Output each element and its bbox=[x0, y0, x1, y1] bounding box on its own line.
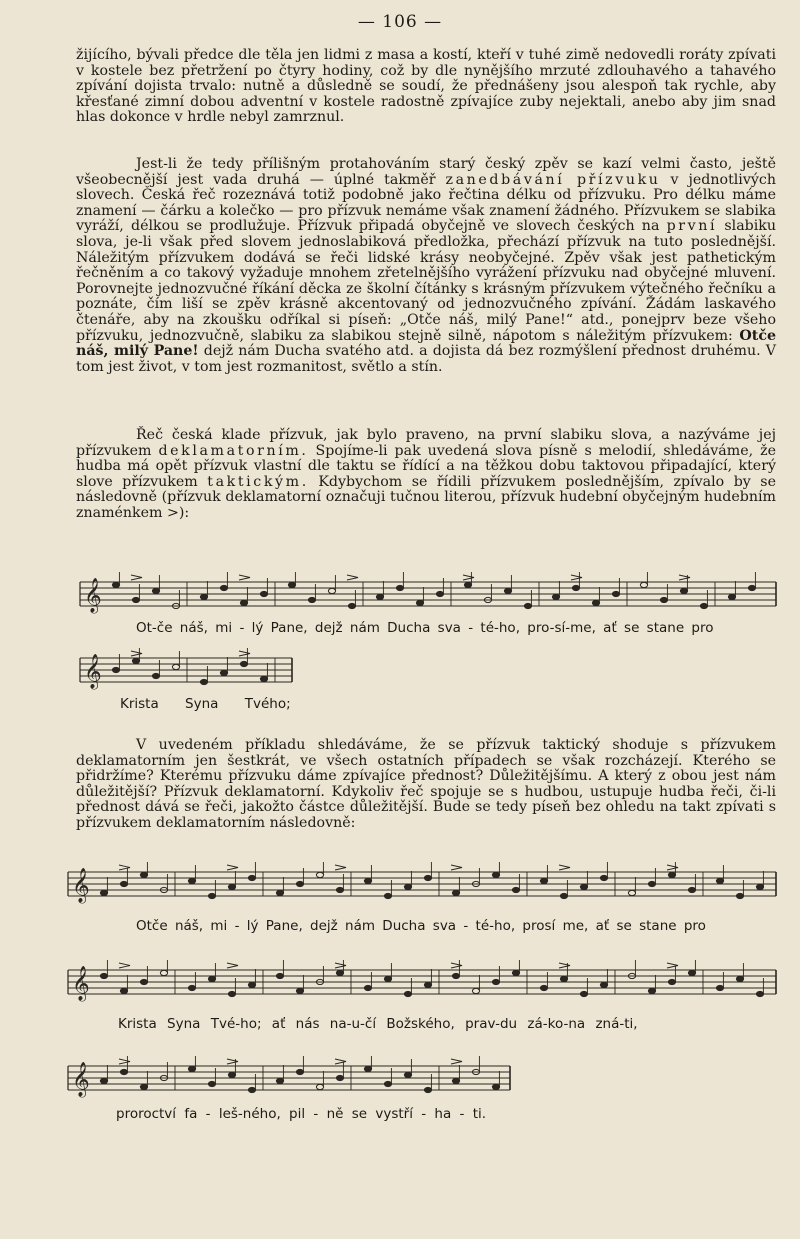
p3-part-b: Spojíme-li pak uvedená slova písně s melodií, shledáváme, že hudba má opět přízvuk vlastní dle taktu se řídící a na těžkou dobu taktovou připadající, který slove přízvukem bbox=[76, 442, 776, 490]
lyrics-line: proroctví fa - leš-ného, pil - ně se vystří - ha - ti. bbox=[116, 1106, 487, 1122]
p3-part-a: Řeč česká klade přízvuk, jak bylo praveno, na první slabiku slova, a nazýváme jej přízvukem bbox=[76, 427, 776, 459]
p2-part-a: Jest-li že tedy přílišným protahováním starý český zpěv se kazí velmi často, ještě všeobecnější jest vada druhá — úplné takměř bbox=[76, 156, 776, 188]
paragraph-1-text: žijícího, bývali předce dle těla jen lidmi z masa a kostí, kteří v tuhé zimě nedovedli roráty zpívati v kostele bez přetržení po čtyry hodiny, což by dle nynějšího mrzuté zdlouhavého a tahavého zpívání dojista trvalo: nutně a důsledně se soudí, že přednášeny jsou alespoň tak rychle, aby křesťané zimní dobou adventní v kostele radostně zpívajíce zuby nejektali, anebo aby jim snad hlas dokonce v hrdle nebyl zamrznul. bbox=[76, 47, 776, 126]
svg-text:𝄞: 𝄞 bbox=[84, 654, 102, 689]
p2-bold-phrase: Otče náš, milý Pane! bbox=[76, 327, 776, 360]
paragraph-3-text bbox=[76, 428, 776, 522]
music-example-1-line-1 bbox=[76, 572, 780, 642]
p2-part-d: dejž nám Ducha svatého atd. a dojista dá bez rozmýšlení přednost druhému. V tom jest život, v tom jest rozmanitost, světlo a stín. bbox=[76, 343, 776, 375]
lyrics-line: Otče náš, mi - lý Pane, dejž nám Ducha sva - té-ho, prosí me, ať se stane pro bbox=[136, 918, 706, 934]
svg-text:𝄞: 𝄞 bbox=[72, 868, 90, 903]
paragraph-2 bbox=[76, 157, 776, 375]
page-number: — 106 — bbox=[357, 12, 443, 32]
paragraph-4-text: V uvedeném příkladu shledáváme, že se přízvuk taktický shoduje s přízvukem deklamatorním jen šestkrát, ve všech ostatních případech se však rozcházejí. Kterého se přidržíme? Kterému přízvuku dáme zpívajíce přednost? Důležitějšímu. A který z obou jest nám důležitější? Přízvuk deklamatorní. Kdykoliv řeč spojuje se s hudbou, ustupuje hudba řeči, či-li přednost dává se řeči, jakožto částce důležitější. Bude se tedy píseň bez ohledu na takt zpívati s přízvukem deklamatorním následovně: bbox=[76, 737, 776, 831]
music-example-2-line-3 bbox=[64, 1056, 514, 1132]
music-staff bbox=[76, 572, 780, 616]
p2-part-b: v jednotlivých slovech. Česká řeč rozeznává totiž podobně jako řečtina délku od přízvuku. Pro délku máme znamení — čárku a kolečko — pro přízvuk nemáme však znamení žádného. Přízvukem se slabika vyráží, délkou se prodlužuje. Přízvuk připadá obyčejně ve slovech českých na bbox=[76, 171, 776, 235]
p2-part-c: slabiku slova, je-li však před slovem jednoslabiková předložka, přechází přízvuk na tuto poslednější. Náležitým přízvukem dodává se řeči lidské krásy neobyčejné. Zpěv však jest pathetickým řečněním a co takový vyžaduje mnohem zřetelnějšího vyrážení přízvuku nad obyčejné mluvení. Porovnejte jednozvučné říkání děcka ze školní čítánky s krásným přízvukem výtečného řečníku a poznáte, čím liší se zpěv krásně akcentovaný od jednozvučného zpívání. Žádám laskavého čtenáře, aby na zkoušku odříkal si píseň: „Otče náš, milý Pane!“ atd., ponejprv beze všeho přízvuku, jednozvučně, slabiku za slabikou stejně silně, nápotom s náležitým přízvukem: bbox=[76, 218, 777, 344]
p2-spaced-b: první bbox=[666, 218, 718, 235]
paragraph-3 bbox=[76, 428, 776, 522]
music-staff bbox=[64, 1056, 514, 1100]
lyrics-line: Ot-če náš, mi - lý Pane, dejž nám Ducha sva - té-ho, pro-sí-me, ať se stane pro bbox=[136, 620, 714, 636]
music-example-1-line-2 bbox=[76, 648, 296, 718]
p3-part-c: Kdybychom se řídili přízvukem poslednějším, zpívalo by se následovně (přízvuk deklamatorní označuji tučnou literou, přízvuk hudební obyčejným hudebním znaménkem >): bbox=[76, 473, 776, 521]
paragraph-4 bbox=[76, 738, 776, 832]
paragraph-1 bbox=[76, 48, 776, 126]
music-staff bbox=[64, 960, 780, 1004]
svg-text:𝄞: 𝄞 bbox=[84, 578, 102, 613]
music-staff bbox=[76, 648, 296, 692]
p2-spaced-a: zanedbávání přízvuku bbox=[445, 171, 661, 188]
music-example-2-line-1 bbox=[64, 862, 780, 938]
music-staff bbox=[64, 862, 780, 906]
p3-spaced-b: taktickým. bbox=[207, 473, 309, 490]
music-example-2-line-2 bbox=[64, 960, 780, 1036]
paragraph-2-text bbox=[76, 157, 776, 375]
lyrics-line: Krista Syna Tvého; bbox=[120, 696, 291, 712]
svg-text:𝄞: 𝄞 bbox=[72, 1062, 90, 1097]
lyrics-line: Krista Syna Tvé-ho; ať nás na-u-čí Božského, prav-du zá-ko-na zná-ti, bbox=[118, 1016, 638, 1032]
p3-spaced-a: deklamatorním. bbox=[158, 442, 309, 459]
svg-text:𝄞: 𝄞 bbox=[72, 966, 90, 1001]
